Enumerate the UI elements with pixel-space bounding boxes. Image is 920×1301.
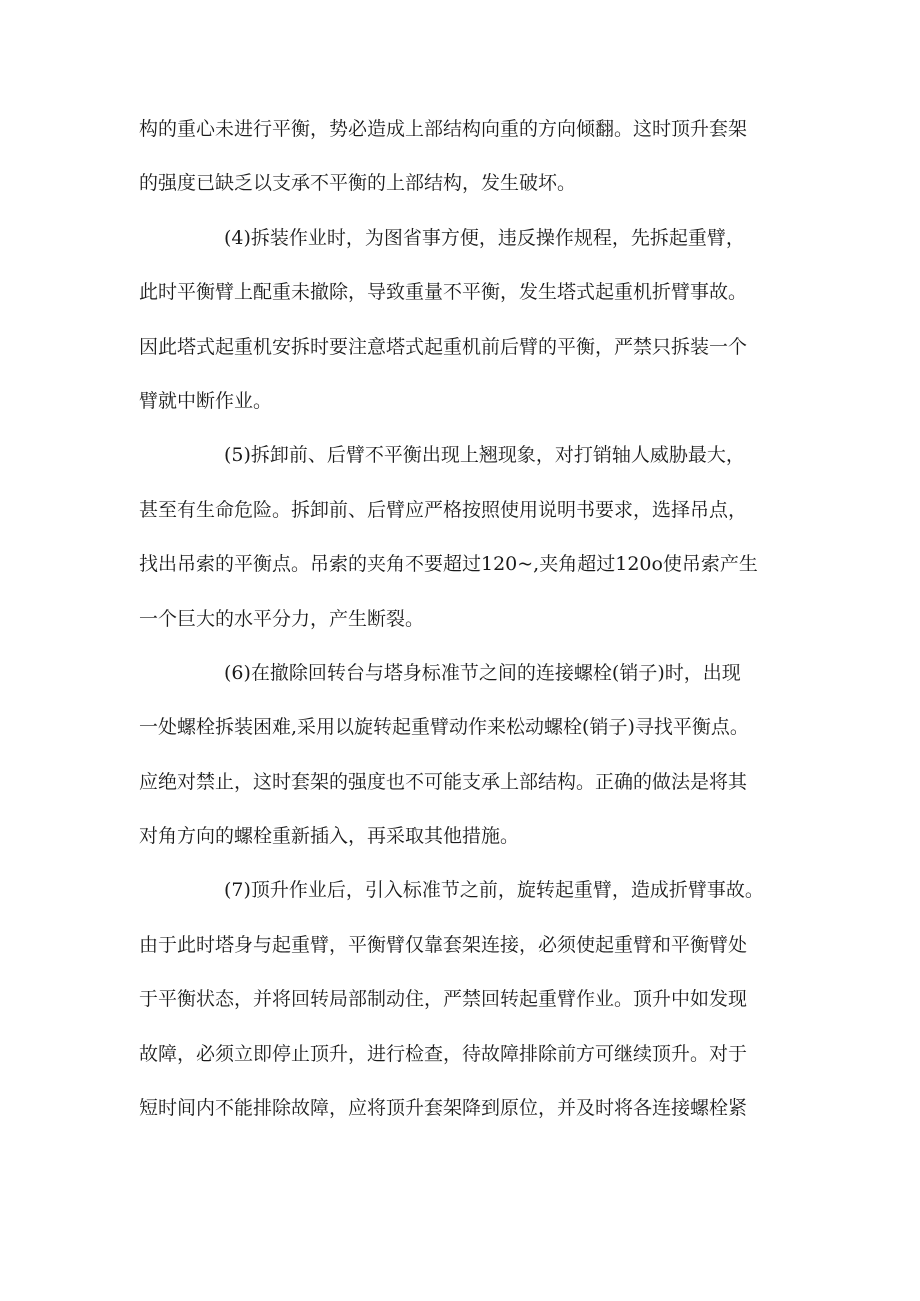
text-line-3: (4)拆装作业时，为图省事方便，违反操作规程，先拆起重臂， (224, 226, 745, 249)
document-body (139, 102, 799, 1135)
text-line-15: (7)顶升作业后，引入标准节之前，旋转起重臂，造成折臂事故。 (224, 879, 764, 902)
text-line-8: 甚至有生命危险。拆卸前、后臂应严格按照使用说明书要求，选择吊点， (139, 498, 748, 521)
text-line-19: 短时间内不能排除故障，应将顶升套架降到原位，并及时将各连接螺栓紧 (139, 1097, 748, 1120)
text-line-6: 臂就中断作业。 (139, 389, 273, 412)
text-line-2: 的强度已缺乏以支承不平衡的上部结构，发生破坏。 (139, 172, 577, 195)
text-line-18: 故障，必须立即停止顶升，进行检查，待故障排除前方可继续顶升。对于 (139, 1042, 748, 1065)
text-line-4: 此时平衡臂上配重未撤除，导致重量不平衡，发生塔式起重机折臂事故。 (139, 281, 748, 304)
text-line-1: 构的重心未进行平衡，势必造成上部结构向重的方向倾翻。这时顶升套架 (139, 118, 748, 140)
text-line-11: (6)在撤除回转台与塔身标准节之间的连接螺栓(销子)时，出现 (224, 661, 741, 684)
text-line-13: 应绝对禁止，这时套架的强度也不可能支承上部结构。正确的做法是将其 (139, 770, 748, 793)
text-line-10: 一个巨大的水平分力，产生断裂。 (139, 607, 425, 630)
text-line-9: 找出吊索的平衡点。吊索的夹角不要超过120~,夹角超过120o使吊索产生 (139, 553, 758, 576)
text-line-12: 一处螺栓拆装困难,采用以旋转起重臂动作来松动螺栓(销子)寻找平衡点。 (139, 716, 749, 739)
text-line-5: 因此塔式起重机安拆时要注意塔式起重机前后臂的平衡，严禁只拆装一个 (139, 335, 748, 358)
text-line-14: 对角方向的螺栓重新插入，再采取其他措施。 (139, 825, 520, 848)
text-line-16: 由于此时塔身与起重臂，平衡臂仅靠套架连接，必须使起重臂和平衡臂处 (139, 933, 748, 956)
text-line-17: 于平衡状态，并将回转局部制动住，严禁回转起重臂作业。顶升中如发现 (139, 988, 748, 1011)
text-line-7: (5)拆卸前、后臂不平衡出现上翘现象，对打销轴人威胁最大， (224, 444, 745, 467)
